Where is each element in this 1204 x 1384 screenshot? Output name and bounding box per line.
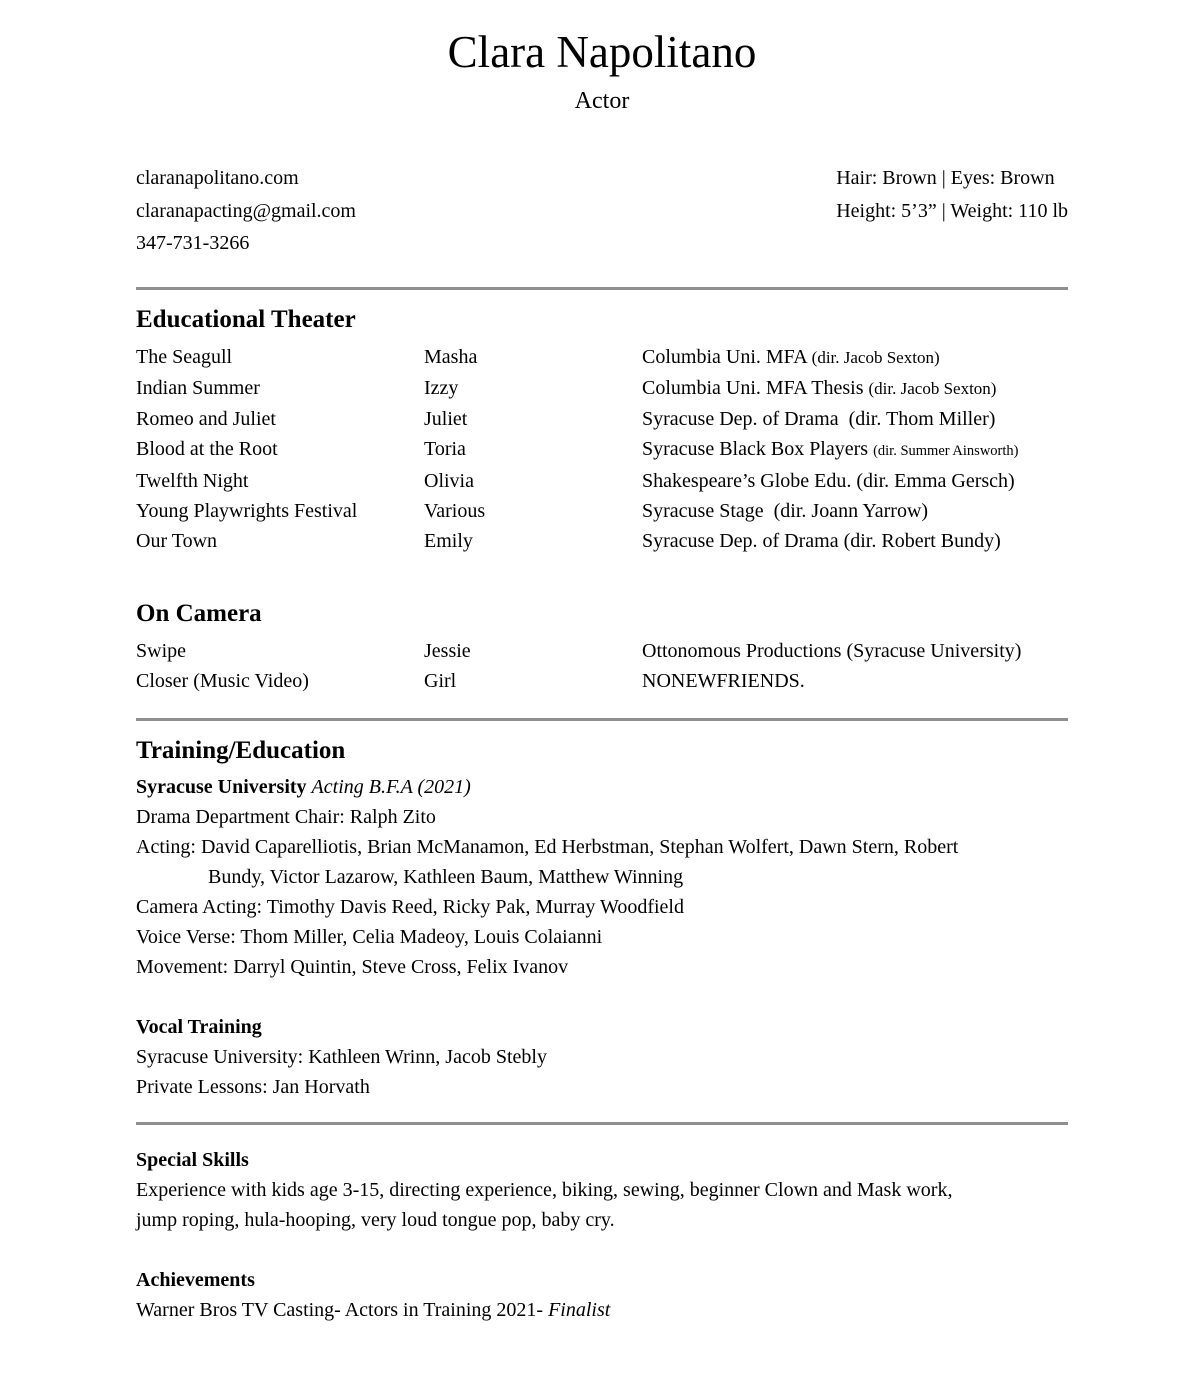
director-text: (dir. Summer Ainsworth): [873, 442, 1019, 459]
venue-cell: [642, 526, 1068, 556]
director-text: (dir. Jacob Sexton): [868, 378, 997, 398]
venue-text: Syracuse Dep. of Drama: [642, 529, 839, 552]
training-education-body: [136, 772, 1068, 982]
table-row: [136, 404, 1068, 434]
table-row: [136, 496, 1068, 526]
height-weight-text: Height: 5’3” | Weight: 110 lb: [836, 199, 1068, 222]
hair-eyes-text: Hair: Brown | Eyes: Brown: [836, 167, 1055, 189]
venue-text: Syracuse Black Box Players: [642, 437, 869, 460]
training-line: Camera Acting: Timothy Davis Reed, Ricky Pak, Murray Woodfield: [136, 895, 684, 918]
section-divider: [136, 718, 1068, 721]
section-divider: [136, 287, 1068, 290]
production-cell: Indian Summer: [136, 376, 260, 399]
venue-cell: [642, 373, 1068, 404]
production-cell: Our Town: [136, 529, 218, 552]
production-cell: Young Playwrights Festival: [136, 499, 358, 522]
production-cell: The Seagull: [136, 345, 233, 368]
role-cell: Masha: [424, 345, 478, 368]
skills-line: Experience with kids age 3-15, directing experience, biking, sewing, beginner Clown and Mask work,: [136, 1178, 953, 1201]
vocal-training-body: [136, 1042, 1068, 1102]
phone-text: 347-731-3266: [136, 232, 250, 254]
venue-cell: [642, 434, 1068, 466]
training-education-heading: Training/Education: [136, 736, 346, 764]
role-cell: Various: [424, 499, 486, 522]
director-text: (dir. Thom Miller): [848, 407, 996, 430]
role-cell: Juliet: [424, 407, 468, 430]
vocal-training-heading: Vocal Training: [136, 1015, 262, 1038]
training-line-continued: Bundy, Victor Lazarow, Kathleen Baum, Matthew Winning: [208, 865, 684, 888]
venue-text: Columbia Uni. MFA Thesis: [642, 376, 864, 399]
vocal-line: Syracuse University: Kathleen Wrinn, Jacob Stebly: [136, 1045, 547, 1068]
training-line: Drama Department Chair: Ralph Zito: [136, 805, 436, 828]
venue-cell: [642, 466, 1068, 496]
role-cell: Olivia: [424, 469, 474, 492]
degree-text: Acting B.F.A (2021): [311, 775, 471, 798]
role-cell: Emily: [424, 529, 473, 552]
website-text: claranapolitano.com: [136, 167, 299, 189]
training-line: Movement: Darryl Quintin, Steve Cross, Felix Ivanov: [136, 955, 569, 978]
contact-section: [136, 162, 1068, 260]
venue-text: Syracuse Stage: [642, 499, 764, 522]
venue-cell: [642, 342, 1068, 373]
training-line: Acting: David Caparelliotis, Brian McManamon, Ed Herbstman, Stephan Wolfert, Dawn Stern, Robert: [136, 835, 959, 858]
venue-text: Syracuse Dep. of Drama: [642, 407, 839, 430]
role-cell: Girl: [424, 669, 457, 692]
skills-line: jump roping, hula-hooping, very loud tongue pop, baby cry.: [136, 1208, 615, 1231]
venue-cell: [642, 496, 1068, 526]
profession-subtitle: Actor: [574, 88, 630, 114]
venue-text: Columbia Uni. MFA: [642, 345, 807, 368]
contact-info: [136, 162, 356, 260]
role-cell: Jessie: [424, 639, 471, 662]
vocal-line: Private Lessons: Jan Horvath: [136, 1075, 370, 1098]
venue-text: Shakespeare’s Globe Edu.: [642, 469, 852, 492]
table-row: [136, 526, 1068, 556]
role-cell: Izzy: [424, 376, 459, 399]
email-text: claranapacting@gmail.com: [136, 199, 356, 222]
school-line: [136, 772, 1068, 802]
special-skills-heading: Special Skills: [136, 1148, 249, 1171]
achievement-text: Warner Bros TV Casting- Actors in Training 2021-: [136, 1298, 544, 1321]
venue-cell: Ottonomous Productions (Syracuse University): [642, 639, 1022, 662]
production-cell: Closer (Music Video): [136, 669, 309, 692]
achievements-heading: Achievements: [136, 1268, 255, 1291]
training-line: Voice Verse: Thom Miller, Celia Madeoy, Louis Colaianni: [136, 925, 603, 948]
table-row: [136, 434, 1068, 466]
venue-cell: [642, 404, 1068, 434]
on-camera-heading: On Camera: [136, 599, 262, 627]
educational-theater-heading: Educational Theater: [136, 305, 356, 333]
on-camera-table: [136, 636, 1068, 696]
director-text: (dir. Emma Gersch): [856, 469, 1015, 492]
role-cell: Toria: [424, 437, 466, 460]
table-row: [136, 666, 1068, 696]
table-row: [136, 342, 1068, 373]
venue-cell: NONEWFRIENDS.: [642, 669, 805, 692]
production-cell: Swipe: [136, 639, 186, 662]
educational-theater-table: [136, 342, 1068, 556]
table-row: [136, 636, 1068, 666]
achievement-item: [136, 1295, 1068, 1325]
special-skills-body: [136, 1175, 1068, 1235]
physical-stats: [836, 162, 1068, 227]
production-cell: Romeo and Juliet: [136, 407, 276, 430]
achievement-result: Finalist: [548, 1298, 611, 1321]
section-divider: [136, 1122, 1068, 1125]
table-row: [136, 466, 1068, 496]
director-text: (dir. Robert Bundy): [843, 529, 1001, 552]
director-text: (dir. Jacob Sexton): [811, 347, 940, 367]
production-cell: Twelfth Night: [136, 469, 249, 492]
production-cell: Blood at the Root: [136, 437, 278, 460]
table-row: [136, 373, 1068, 404]
page-title: Clara Napolitano: [447, 27, 757, 77]
school-name: Syracuse University: [136, 775, 307, 798]
director-text: (dir. Joann Yarrow): [773, 499, 929, 522]
